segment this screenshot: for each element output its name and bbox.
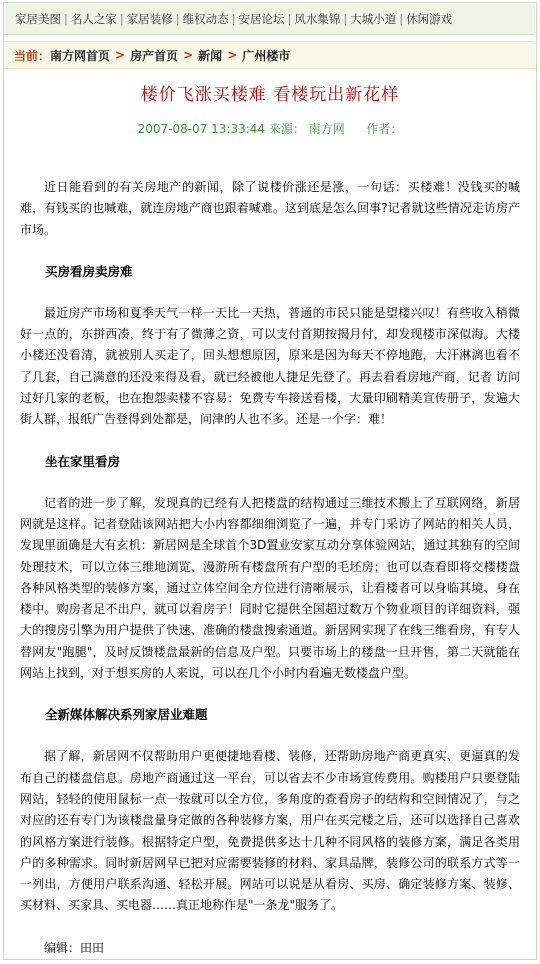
breadcrumb-separator: > [183,48,194,62]
nav-item-city-alley[interactable]: 大城小道 [350,12,397,26]
nav-separator: | [175,12,180,26]
breadcrumb-item-guangzhou[interactable]: 广州楼市 [242,48,291,63]
article-paragraph: 据了解，新居网不仅帮助用户更便捷地看楼、装修，还帮助房地产商更真实、更逼真的发布自己的楼盘信息。房地产商通过这一平台，可以省去不少市场宣传费用。购楼用户只要登陆网站，轻轻的使用鼠标一点一按就可以全方位，多角度的查看房子的结构和空间情况了，与之对应的还有专门为该楼盘量身定做的各种装修方案，用户在买完楼之后，还可以选择自己喜欢的风格方案进行装修。根据特定户型，免费提供多达十几种不同风格的装修方案，满足各类用户的多种需求。同时新居网早已把对应需要装修的材料、家具品牌，装修公司的联系方式等一一列出，方便用户联系沟通、轻松开展。网站可以说是从看房、买房、确定装修方案、装修、买材料、买家具、买电器……真正地称作是"一条龙"服务了。 [20,749,520,913]
nav-item-fengshui[interactable]: 风水集锦 [294,12,341,26]
breadcrumb-item-home[interactable]: 南方网首页 [50,48,111,63]
breadcrumb [5,41,535,69]
nav-separator: | [399,12,404,26]
article-source[interactable]: 南方网 [308,122,345,136]
section-heading: 坐在家里看房 [45,453,121,469]
article-title: 楼价飞涨买楼难 看楼玩出新花样 [140,85,400,105]
section-heading: 买房看房卖房难 [45,263,133,279]
article-body [20,177,520,959]
article-paragraph: 最近房产市场和夏季天气一样一天比一天热，普通的市民只能是望楼兴叹！有些收入稍微好一点的，东拼西凑，终于有了微薄之资，可以支付首期按揭月付，却发现楼市深似海。大楼小楼还没看清，就被别人买走了，回头想想原因，原来是因为每天不停地跑，大汗淋漓也看不了几套，自己满意的还没来得及看，就已经被他人捷足先登了。再去看看房地产商，记者 访问过好几家的老板，也在抱怨卖楼不容易：免费专车接送看楼，大量印刷精美宣传册子，发遍大街人群，报纸广告登得到处都是，问津的人也不多。还是一个字：难！ [20,305,520,427]
nav-separator: | [119,12,124,26]
nav-item-home-photos[interactable]: 家居美图 [15,12,61,26]
nav-separator: | [287,12,292,26]
nav-item-celebrity-homes[interactable]: 名人之家 [70,12,117,26]
article-editor: 编辑：田田 [44,940,105,955]
nav-separator: | [64,12,68,26]
page-frame [3,2,537,960]
nav-separator: | [343,12,348,26]
nav-separator: | [231,12,236,26]
breadcrumb-separator: > [227,48,238,62]
nav-item-forum[interactable]: 安居论坛 [238,12,285,26]
article-meta [4,120,536,137]
article-paragraph: 记者的进一步了解，发现真的已经有人把楼盘的结构通过三维技术搬上了互联网络，新居网就是这样。记者登陆该网站把大小内容都细细浏览了一遍，并专门采访了网站的相关人员，发现里面确是大有玄机：新居网是全球首个3D置业安家互动分享体验网站，通过其独有的空间处理技术，可以立体三维地浏览、漫游所有楼盘所有户型的毛坯房；也可以查看即将交楼楼盘各种风格类型的装修方案，通过立体空间全方位进行清晰展示，让看楼者可以身临其境、身在楼中。购房者足不出户，就可以看房子！同时它提供全国超过数万个物业项目的详细资料，强大的搜房引擎为用户提供了快速、准确的楼盘搜索通道。新居网实现了在线三维看房，有专人替网友"跑腿"，及时反馈楼盘最新的信息及户型。只要市场上的楼盘一旦开售，第二天就能在网站上找到，对于想买房的人来说，可以在几个小时内看遍无数楼盘户型。 [20,495,520,681]
nav-item-games[interactable]: 休闲游戏 [406,12,453,26]
breadcrumb-label: 当前： [14,48,51,63]
nav-item-home-decoration[interactable]: 家居装修 [126,12,173,26]
article-paragraph: 近日能看到的有关房地产的新闻，除了说楼价涨还是涨，一句话：买楼难！没钱买的喊难，有钱买的也喊难，就连房地产商也跟着喊难。这到底是怎么回事?记者就这些情况走访房产市场。 [20,180,520,237]
article-datetime: 2007-08-07 13:33:44 [137,122,266,136]
breadcrumb-item-realestate[interactable]: 房产首页 [130,48,179,63]
nav-item-rights-news[interactable]: 维权动态 [182,12,229,26]
source-label: 来源： [268,122,305,136]
breadcrumb-separator: > [115,48,126,62]
top-navigation [5,4,535,35]
section-heading: 全新媒体解决系列家居业难题 [45,707,208,723]
author-label: 作者： [366,122,403,136]
breadcrumb-item-news[interactable]: 新闻 [198,48,223,63]
